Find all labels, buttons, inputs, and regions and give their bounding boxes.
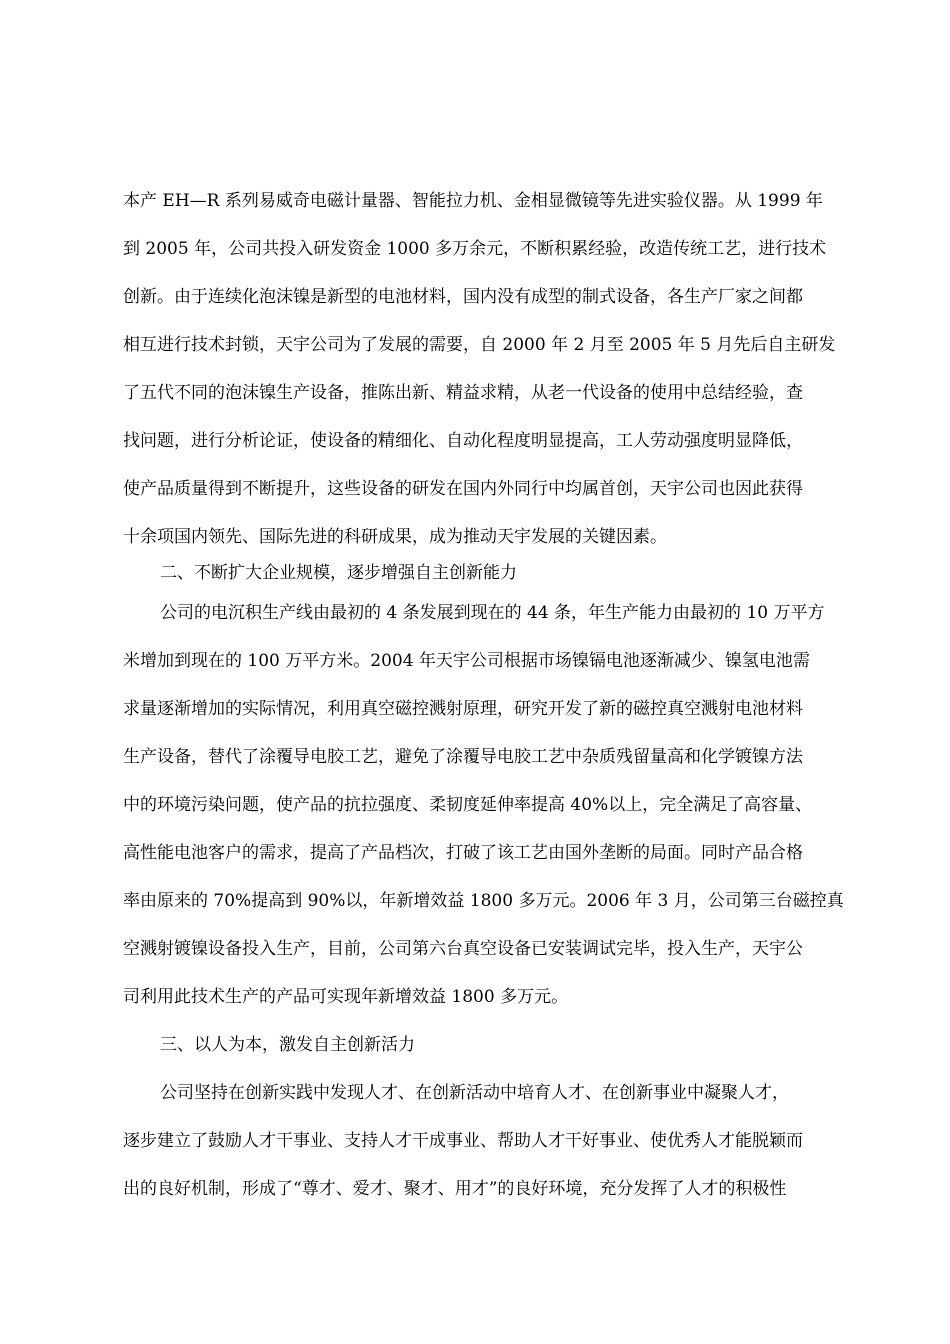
paragraph-line: 空溅射镀镍设备投入生产，目前，公司第六台真空设备已安装调试完毕，投入生产，天宇公 [123,939,803,959]
paragraph-line: 公司坚持在创新实践中发现人才、在创新活动中培育人才、在创新事业中凝聚人才， [160,1083,789,1103]
paragraph-line: 相互进行技术封锁，天宇公司为了发展的需要，自 2000 年 2 月至 2005 年 5 月先后自主研发 [123,335,836,355]
paragraph-line: 创新。由于连续化泡沫镍是新型的电池材料，国内没有成型的制式设备，各生产厂家之间都 [123,287,803,307]
paragraph-line: 公司的电沉积生产线由最初的 4 条发展到现在的 44 条，年生产能力由最初的 10 万平方 [160,603,825,623]
section-heading: 三、以人为本，激发自主创新活力 [160,1035,415,1055]
paragraph-line: 到 2005 年，公司共投入研发资金 1000 多万余元，不断积累经验，改造传统工艺，进行技术 [123,239,827,259]
paragraph-line: 高性能电池客户的需求，提高了产品档次，打破了该工艺由国外垄断的局面。同时产品合格 [123,843,803,863]
paragraph-line: 十余项国内领先、国际先进的科研成果，成为推动天宇发展的关键因素。 [123,527,667,547]
paragraph-line: 本产 EH—R 系列易威奇电磁计量器、智能拉力机、金相显微镜等先进实验仪器。从 1999 年 [123,191,823,211]
paragraph-line: 使产品质量得到不断提升，这些设备的研发在国内外同行中均属首创，天宇公司也因此获得 [123,479,803,499]
paragraph-line: 找问题，进行分析论证，使设备的精细化、自动化程度明显提高，工人劳动强度明显降低， [123,431,803,451]
paragraph-line: 逐步建立了鼓励人才干事业、支持人才干成事业、帮助人才干好事业、使优秀人才能脱颖而 [123,1131,803,1151]
paragraph-line: 司利用此技术生产的产品可实现年新增效益 1800 多万元。 [123,987,569,1007]
paragraph-line: 中的环境污染问题，使产品的抗拉强度、柔韧度延伸率提高 40%以上，完全满足了高容量、 [123,795,813,815]
paragraph-line: 求量逐渐增加的实际情况，利用真空磁控溅射原理，研究开发了新的磁控真空溅射电池材料 [123,699,803,719]
paragraph-line: 了五代不同的泡沫镍生产设备，推陈出新、精益求精，从老一代设备的使用中总结经验，查 [123,383,803,403]
paragraph-line: 生产设备，替代了涂覆导电胶工艺，避免了涂覆导电胶工艺中杂质残留量高和化学镀镍方法 [123,747,803,767]
paragraph-line: 出的良好机制，形成了“尊才、爱才、聚才、用才”的良好环境，充分发挥了人才的积极性 [123,1179,787,1199]
paragraph-line: 率由原来的 70%提高到 90%以，年新增效益 1800 多万元。2006 年 3 月，公司第三台磁控真 [123,891,844,911]
section-heading: 二、不断扩大企业规模，逐步增强自主创新能力 [160,563,517,583]
paragraph-line: 米增加到现在的 100 万平方米。2004 年天宇公司根据市场镍镉电池逐渐减少、镍氢电池需 [123,651,810,671]
